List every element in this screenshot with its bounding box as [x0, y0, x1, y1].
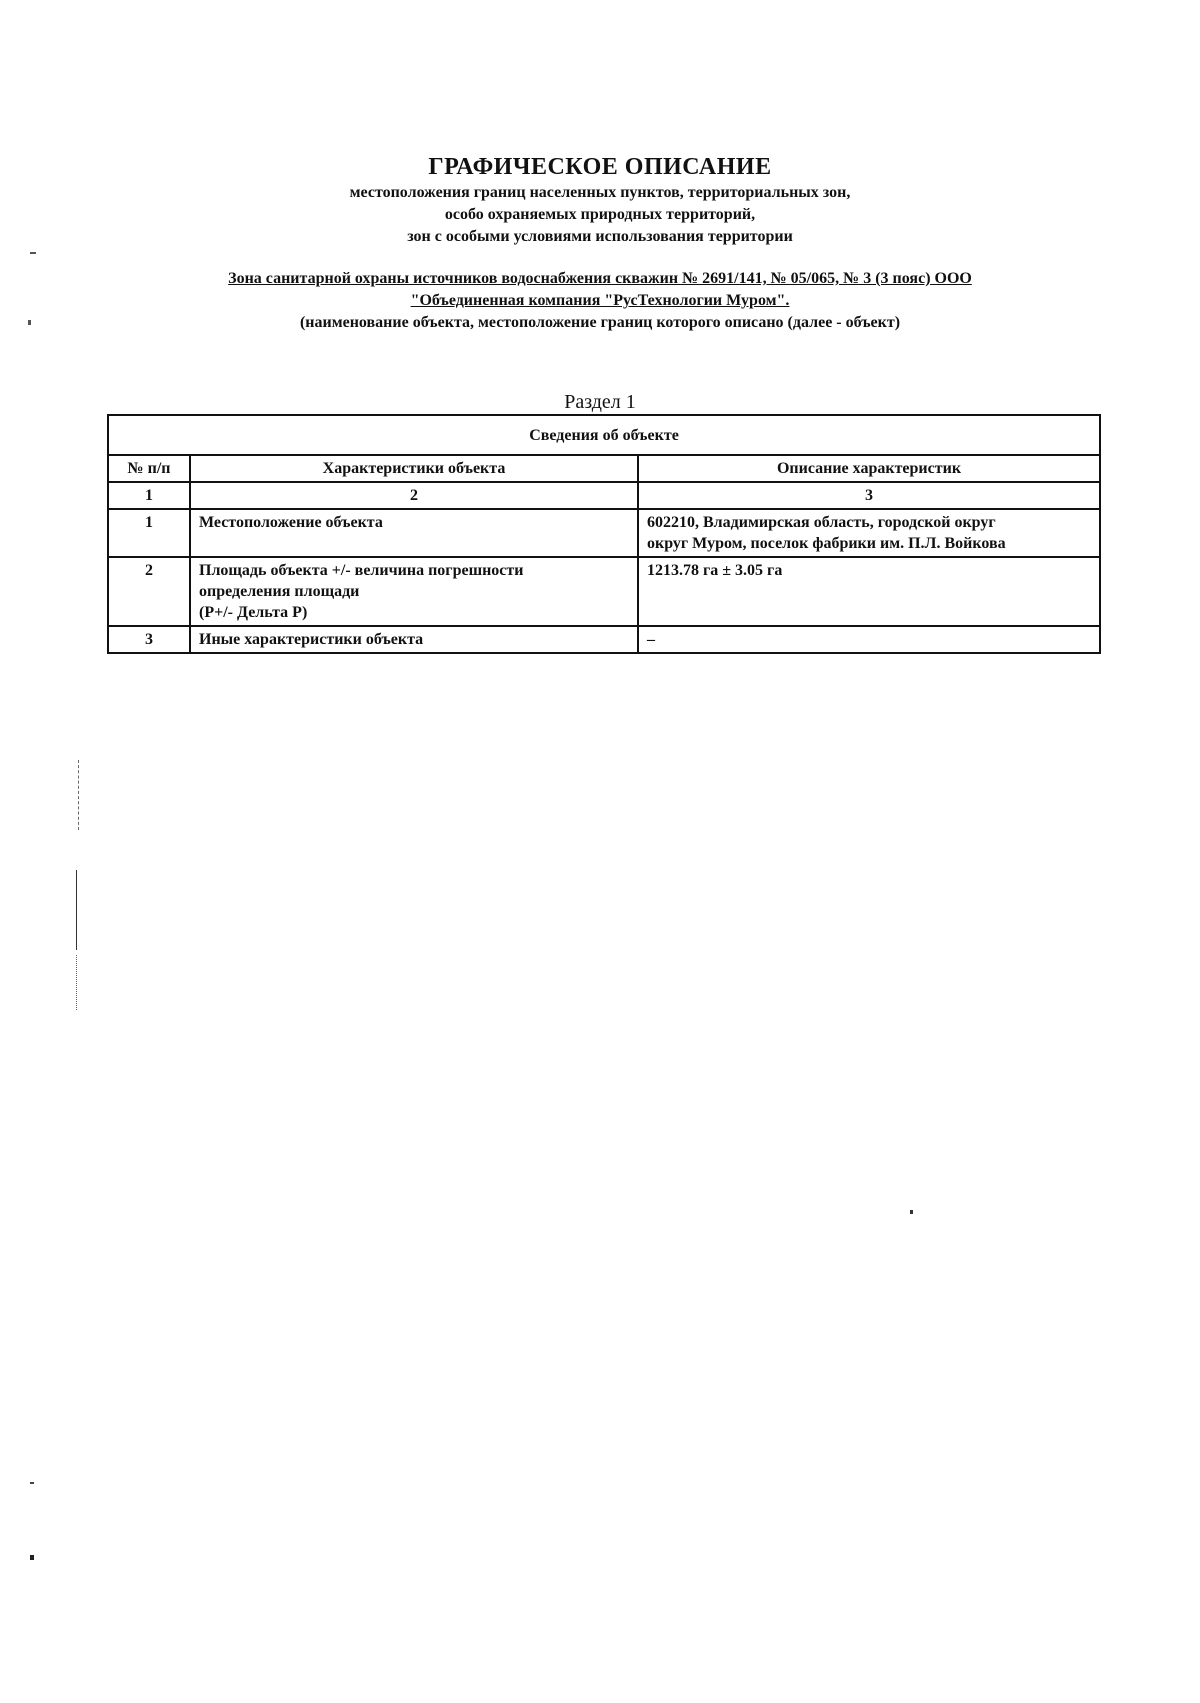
document-subtitle-line-3: зон с особыми условиями использования территории [407, 228, 793, 245]
table-row [108, 557, 1100, 626]
row-characteristic-line-3: (P+/- Дельта P) [199, 604, 308, 621]
section-title: Раздел 1 [564, 391, 636, 413]
header-description: Описание характеристик [638, 455, 1100, 482]
scan-mark [28, 320, 31, 325]
scan-mark [30, 1482, 34, 1484]
row-description [638, 509, 1100, 557]
document-title: ГРАФИЧЕСКОЕ ОПИСАНИЕ [428, 154, 772, 180]
table-row [108, 509, 1100, 557]
scan-mark [30, 1555, 34, 1560]
row-characteristic [190, 557, 638, 626]
document-subtitle-line-1: местоположения границ населенных пунктов, территориальных зон, [349, 184, 851, 201]
header-num: № п/п [108, 455, 190, 482]
row-num: 2 [108, 557, 190, 626]
scan-mark [76, 955, 78, 1010]
row-num: 3 [108, 626, 190, 653]
row-description: – [638, 626, 1100, 653]
scan-mark [20, 760, 79, 830]
table-header-row [108, 455, 1100, 482]
index-cell-1: 1 [108, 482, 190, 509]
row-description-line-2: округ Муром, поселок фабрики им. П.Л. Войкова [647, 535, 1006, 552]
table-caption-row [108, 415, 1100, 455]
object-name-line-1: Зона санитарной охраны источников водоснабжения скважин № 2691/141, № 05/065, № 3 (3 пояс) ООО [228, 270, 972, 287]
object-note: (наименование объекта, местоположение границ которого описано (далее - объект) [299, 314, 901, 331]
table-index-row [108, 482, 1100, 509]
scan-mark [76, 870, 79, 950]
table-caption: Сведения об объекте [108, 415, 1100, 455]
index-cell-2: 2 [190, 482, 638, 509]
object-info-table [107, 414, 1101, 654]
row-description: 1213.78 га ± 3.05 га [638, 557, 1100, 626]
row-description-line-1: 602210, Владимирская область, городской округ [647, 514, 996, 531]
table-row [108, 626, 1100, 653]
document-subtitle-line-2: особо охраняемых природных территорий, [444, 206, 756, 223]
document-header [0, 152, 1200, 248]
object-block [0, 268, 1200, 334]
row-characteristic: Местоположение объекта [190, 509, 638, 557]
row-characteristic-line-1: Площадь объекта +/- величина погрешности [199, 562, 524, 579]
row-characteristic-line-2: определения площади [199, 583, 360, 600]
scan-mark [30, 252, 36, 254]
object-name-line-2: "Объединенная компания "РусТехнологии Муром". [410, 292, 790, 309]
index-cell-3: 3 [638, 482, 1100, 509]
row-num: 1 [108, 509, 190, 557]
header-characteristic: Характеристики объекта [190, 455, 638, 482]
row-characteristic: Иные характеристики объекта [190, 626, 638, 653]
scan-mark [910, 1210, 913, 1214]
